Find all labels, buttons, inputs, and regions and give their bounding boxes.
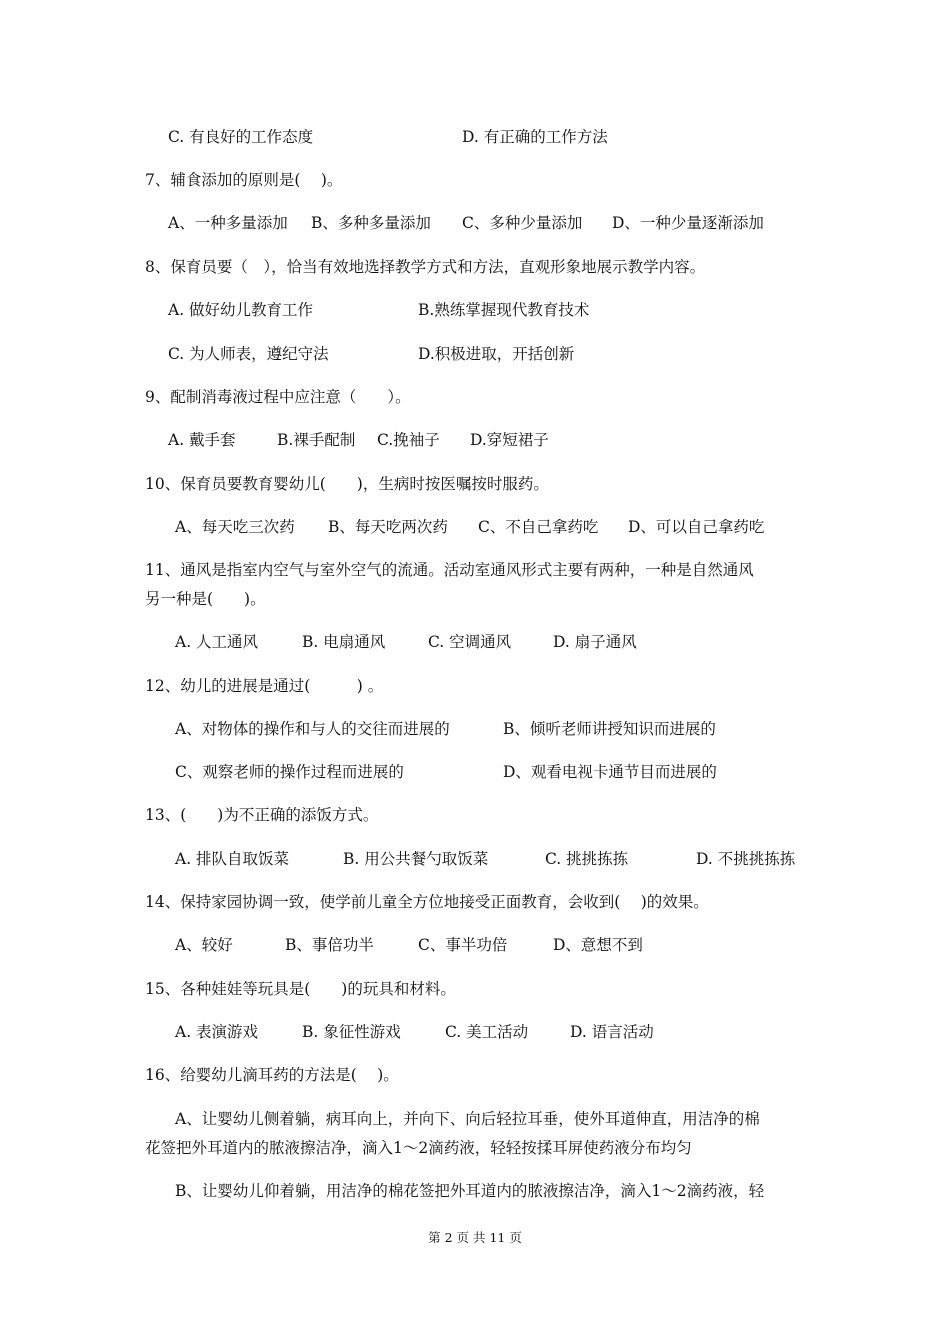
answer-option: A. 戴手套 <box>168 431 236 449</box>
answer-option: A. 做好幼儿教育工作 <box>168 301 314 319</box>
question-stem: 12、幼儿的进展是通过( ) 。 <box>145 677 384 695</box>
question-stem: 14、保持家园协调一致，使学前儿童全方位地接受正面教育，会收到( )的效果。 <box>145 893 709 911</box>
question-stem: 16、给婴幼儿滴耳药的方法是( )。 <box>145 1066 399 1084</box>
answer-option: A、让婴幼儿侧着躺，病耳向上，并向下、向后轻拉耳垂，使外耳道伸直，用洁净的棉 <box>175 1110 760 1128</box>
answer-option: B、事倍功半 <box>285 936 374 954</box>
question-stem: 13、( )为不正确的添饭方式。 <box>145 806 379 824</box>
answer-option: C.挽袖子 <box>377 431 440 449</box>
answer-option: C. 挑挑拣拣 <box>545 850 629 868</box>
answer-option: D.穿短裙子 <box>470 431 549 449</box>
page-footer: 第 2 页 共 11 页 <box>428 1230 522 1245</box>
question-stem: 7、辅食添加的原则是( )。 <box>145 171 343 189</box>
answer-option: B.裸手配制 <box>277 431 356 449</box>
answer-option: D. 不挑挑拣拣 <box>696 850 796 868</box>
answer-option: A、每天吃三次药 <box>175 518 295 536</box>
answer-option: B. 象征性游戏 <box>302 1023 401 1041</box>
answer-option: C、多种少量添加 <box>462 214 583 232</box>
answer-option: C、不自己拿药吃 <box>478 518 599 536</box>
answer-option: D. 语言活动 <box>570 1023 654 1041</box>
answer-option: A. 表演游戏 <box>175 1023 259 1041</box>
answer-option: B、倾听老师讲授知识而进展的 <box>503 720 716 738</box>
answer-option: C. 美工活动 <box>445 1023 529 1041</box>
answer-option: C. 有良好的工作态度 <box>168 128 314 146</box>
answer-option: B、每天吃两次药 <box>328 518 448 536</box>
question-stem: 11、通风是指室内空气与室外空气的流通。活动室通风形式主要有两种，一种是自然通风 <box>145 561 754 579</box>
answer-option: A. 排队自取饭菜 <box>175 850 290 868</box>
answer-option: D、观看电视卡通节目而进展的 <box>503 763 717 781</box>
answer-option: D. 扇子通风 <box>553 633 637 651</box>
answer-option: D、可以自己拿药吃 <box>628 518 765 536</box>
answer-option: B. 电扇通风 <box>302 633 386 651</box>
answer-option: D. 有正确的工作方法 <box>462 128 608 146</box>
answer-option: D、意想不到 <box>553 936 643 954</box>
answer-option: B. 用公共餐勺取饭菜 <box>343 850 489 868</box>
answer-option: D、一种少量逐渐添加 <box>612 214 764 232</box>
answer-option: D.积极进取，开括创新 <box>418 345 575 363</box>
answer-option: A、对物体的操作和与人的交往而进展的 <box>175 720 450 738</box>
answer-option: B.熟练掌握现代教育技术 <box>418 301 590 319</box>
answer-option: C、观察老师的操作过程而进展的 <box>175 763 404 781</box>
question-stem: 8、保育员要（ ），恰当有效地选择教学方式和方法，直观形象地展示教学内容。 <box>145 258 706 276</box>
answer-option: C. 为人师表，遵纪守法 <box>168 345 329 363</box>
answer-option: A、一种多量添加 <box>168 214 288 232</box>
question-stem: 9、配制消毒液过程中应注意（ ）。 <box>145 388 411 406</box>
question-continuation: 花签把外耳道内的脓液擦洁净，滴入1～2滴药液，轻轻按揉耳屏使药液分布均匀 <box>145 1139 692 1157</box>
question-stem: 10、保育员要教育婴幼儿( )，生病时按医嘱按时服药。 <box>145 475 549 493</box>
question-stem: 15、各种娃娃等玩具是( )的玩具和材料。 <box>145 980 456 998</box>
answer-option: B、多种多量添加 <box>311 214 431 232</box>
question-continuation: 另一种是( )。 <box>145 590 266 608</box>
answer-option: A、较好 <box>175 936 233 954</box>
answer-option: B、让婴幼儿仰着躺，用洁净的棉花签把外耳道内的脓液擦洁净，滴入1～2滴药液，轻 <box>175 1182 765 1200</box>
answer-option: A. 人工通风 <box>175 633 259 651</box>
answer-option: C. 空调通风 <box>428 633 512 651</box>
answer-option: C、事半功倍 <box>418 936 508 954</box>
